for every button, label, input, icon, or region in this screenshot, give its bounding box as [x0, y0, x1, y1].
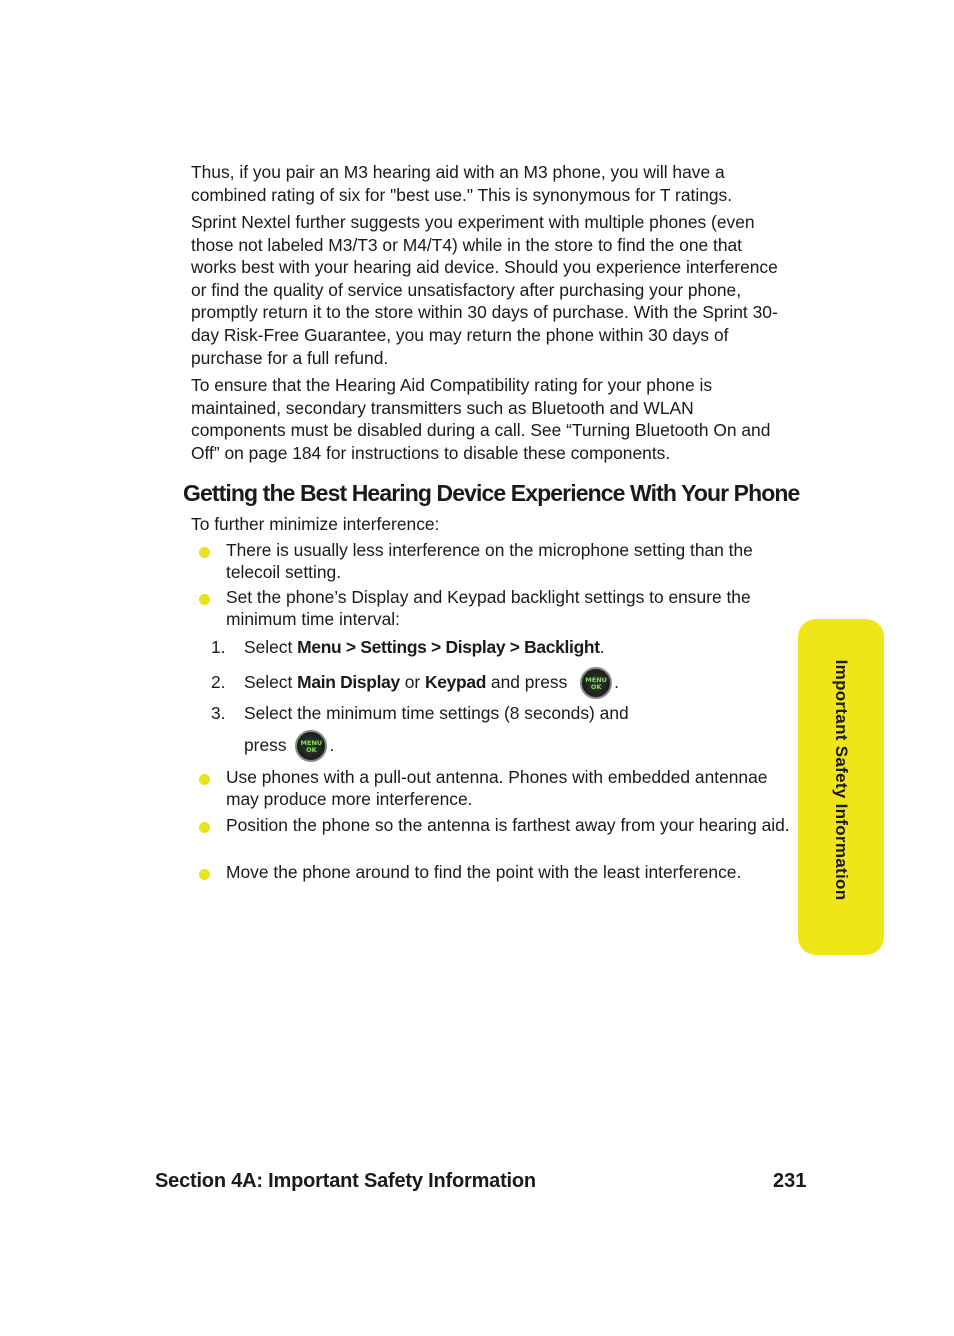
bullet-icon	[199, 594, 210, 605]
menu-ok-button-icon	[295, 730, 327, 762]
step-1	[244, 636, 784, 658]
step-2	[244, 664, 784, 700]
separator: >	[426, 637, 446, 657]
footer-section-title: Section 4A: Important Safety Information	[155, 1170, 536, 1192]
list-item: Use phones with a pull-out antenna. Phones with embedded antennae may produce more interference.	[226, 767, 768, 809]
settings-term: Settings	[360, 637, 427, 657]
list-item: Set the phone’s Display and Keypad backlight settings to ensure the minimum time interval:	[226, 587, 751, 629]
step-text: .	[329, 735, 335, 755]
bullet-icon	[199, 869, 210, 880]
step-text: Select	[244, 637, 298, 657]
step-3: Select the minimum time settings (8 seconds) and	[244, 703, 629, 723]
step-text: .	[614, 672, 619, 692]
menu-ok-button-icon	[580, 667, 612, 699]
separator: >	[341, 637, 361, 657]
menu-term: Menu	[297, 637, 342, 657]
step-number: 2.	[211, 672, 226, 692]
step-text: or	[399, 672, 426, 692]
ok-button-label: OK	[306, 746, 317, 755]
step-text: press	[244, 735, 287, 755]
main-display-term: Main Display	[297, 672, 400, 692]
backlight-term: Backlight	[524, 637, 600, 657]
bullet-icon	[199, 547, 210, 558]
step-text: and press	[486, 672, 568, 692]
list-item: There is usually less interference on the microphone setting than the telecoil setting.	[226, 540, 753, 582]
side-tab-label: Important Safety Information	[832, 659, 851, 901]
bullet-icon	[199, 774, 210, 785]
display-term: Display	[445, 637, 506, 657]
step-text: Select	[244, 672, 298, 692]
section-heading: Getting the Best Hearing Device Experience With Your Phone	[183, 480, 800, 506]
paragraph-experiment-phones: Sprint Nextel further suggests you experiment with multiple phones (even those not labeled M3/T3 or M4/T4) while in the store to find the one that works best with your hearing aid device. Should you experience interference or find the quality of service unsatisfactory after purchasing your phone, promptly return it to the store within 30 days of purchase. With the Sprint 30-day Risk-Free Guarantee, you may return the phone within 30 days of purchase for a full refund.	[191, 212, 778, 368]
menu-button-label: MENU	[585, 676, 607, 685]
separator: >	[505, 637, 525, 657]
intro-text: To further minimize interference:	[191, 514, 440, 534]
step-3-continued	[244, 727, 784, 763]
paragraph-m3-rating: Thus, if you pair an M3 hearing aid with an M3 phone, you will have a combined rating of six for "best use." This is synonymous for T ratings.	[191, 162, 733, 205]
keypad-term: Keypad	[425, 672, 487, 692]
step-number: 1.	[211, 637, 226, 657]
footer-page-number: 231	[773, 1170, 807, 1192]
bullet-icon	[199, 822, 210, 833]
paragraph-secondary-transmitters: To ensure that the Hearing Aid Compatibility rating for your phone is maintained, secondary transmitters such as Bluetooth and WLAN components must be disabled during a call. See “Turning Bluetooth On and Off” on page 184 for instructions to disable these components.	[191, 375, 771, 463]
menu-button-label: MENU	[300, 739, 323, 748]
list-item: Move the phone around to find the point with the least interference.	[226, 862, 742, 882]
list-item: Position the phone so the antenna is farthest away from your hearing aid.	[226, 815, 790, 835]
ok-button-label: OK	[590, 683, 602, 692]
step-text: .	[599, 637, 605, 657]
step-number: 3.	[211, 703, 226, 723]
